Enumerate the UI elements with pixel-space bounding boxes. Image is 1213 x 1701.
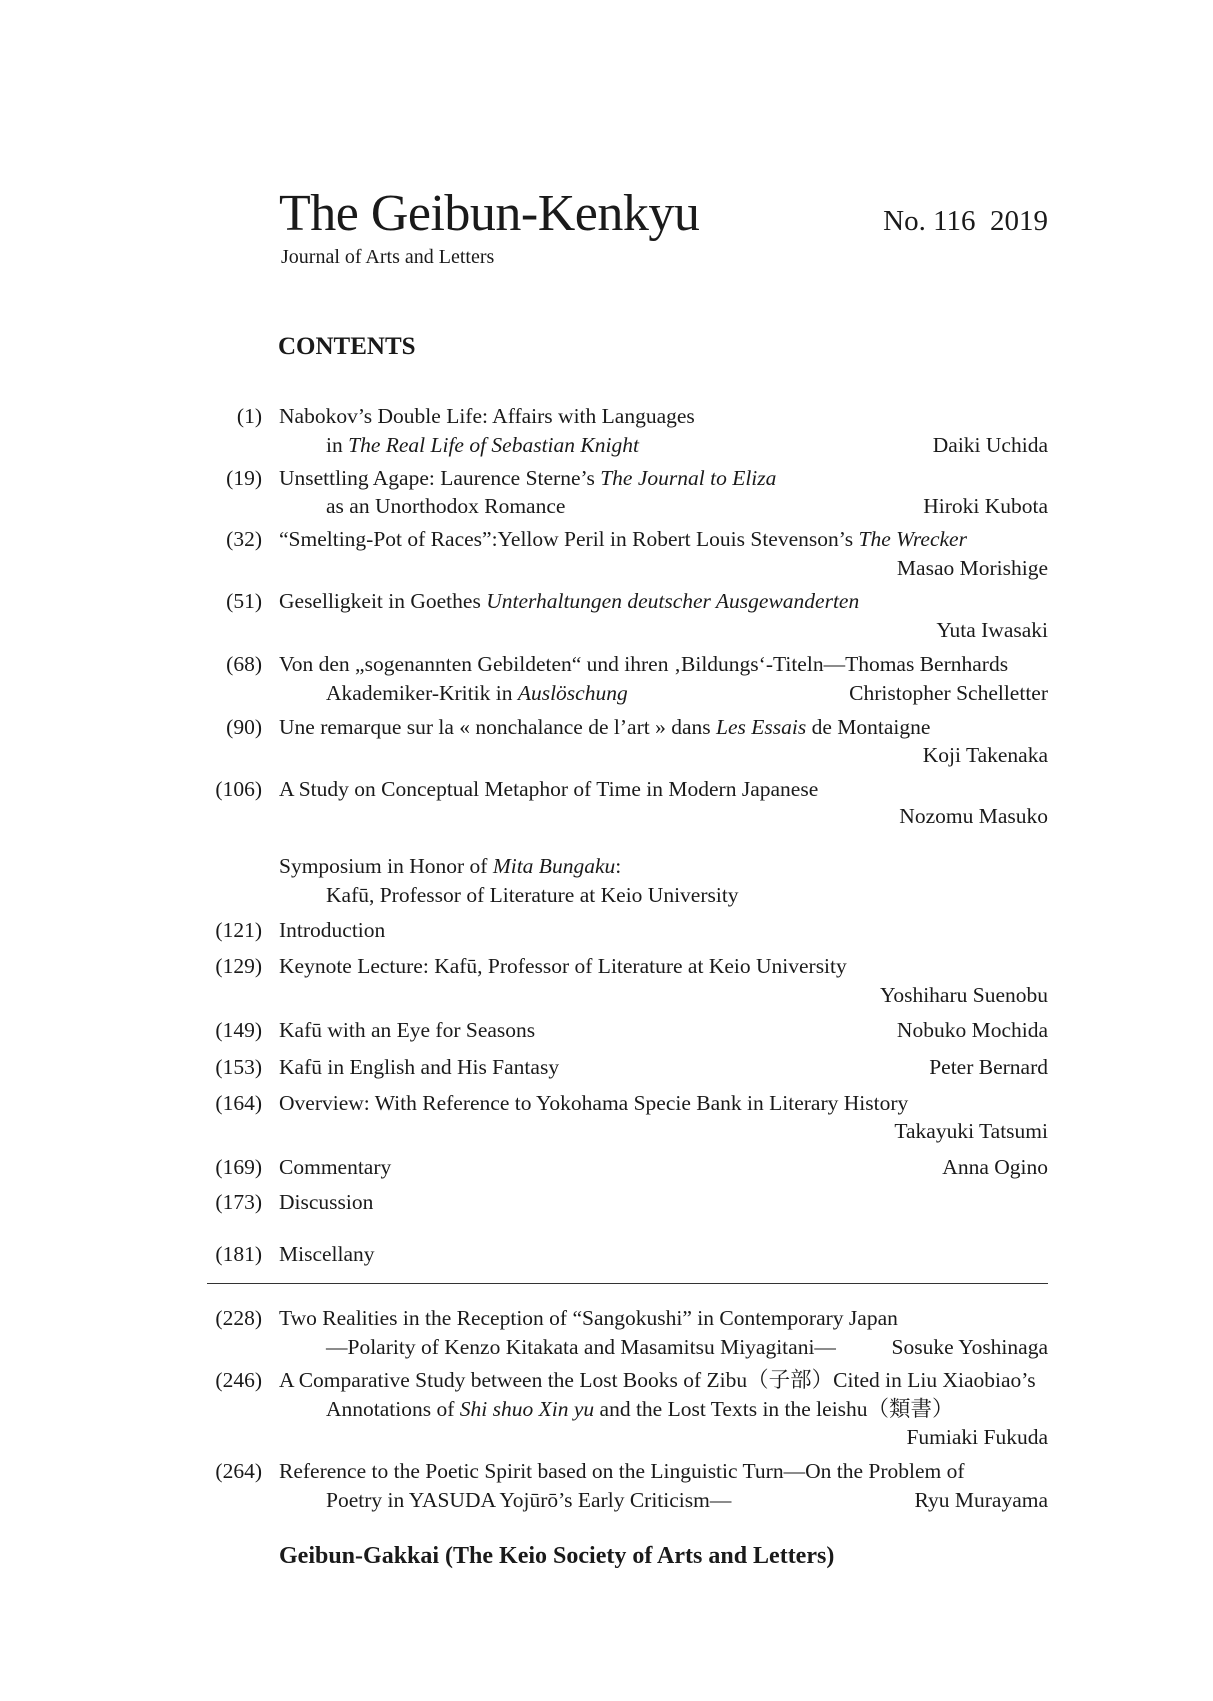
toc-title-text: Commentary [279,1155,392,1179]
toc-title-italic: Auslöschung [517,681,628,705]
toc-title-text: Poetry in YASUDA Yojūrō’s Early Criticism— [326,1488,732,1512]
toc-author: Peter Bernard [929,1055,1048,1079]
toc-title-line [279,464,776,492]
journal-subtitle: Journal of Arts and Letters [281,246,495,268]
toc-title-text: Symposium in Honor of [279,854,493,878]
toc-title-line [326,492,565,520]
toc-page-number: (19) [226,466,262,490]
toc-title-line [326,1333,836,1361]
toc-title-line [279,713,930,741]
toc-author: Anna Ogino [942,1155,1048,1179]
toc-title-text: Annotations of [326,1397,460,1421]
toc-author: Christopher Schelletter [849,681,1048,705]
toc-title-text: Kafū with an Eye for Seasons [279,1018,536,1042]
toc-title-text: A Study on Conceptual Metaphor of Time in Modern Japanese [279,777,819,801]
toc-page-number: (32) [226,527,262,551]
toc-author: Daiki Uchida [932,433,1048,457]
toc-title-text: Akademiker-Kritik in [326,681,518,705]
toc-title-text: Nabokov’s Double Life: Affairs with Languages [279,404,695,428]
toc-title-line [279,1089,908,1117]
toc-title-text: : [615,854,622,878]
toc-page-number: (106) [215,777,262,801]
toc-title-italic: Unterhaltungen deutscher Ausgewanderten [486,589,860,613]
toc-title-text: Discussion [279,1190,374,1214]
toc-page-number: (153) [215,1055,262,1079]
toc-page-number: (51) [226,589,262,613]
toc-author: Takayuki Tatsumi [894,1119,1048,1143]
toc-title-line [326,431,639,459]
toc-title-text: de Montaigne [806,715,931,739]
toc-title-text: Kafū, Professor of Literature at Keio University [326,883,739,907]
toc-title-italic: The Real Life of Sebastian Knight [348,433,639,457]
toc-author: Nozomu Masuko [899,804,1048,828]
toc-title-line [326,1395,954,1423]
issue-number-year: No. 116 2019 [883,205,1048,237]
toc-title-text: Unsettling Agape: Laurence Sterne’s [279,466,601,490]
toc-page-number: (228) [215,1306,262,1330]
toc-title-line [279,1053,559,1081]
toc-title-text: Miscellany [279,1242,375,1266]
toc-page-number: (264) [215,1459,262,1483]
toc-title-text: Von den „sogenannten Gebildeten“ und ihren ‚Bildungs‘-Titeln—Thomas Bernhards [279,652,1009,676]
toc-title-line [279,1304,898,1332]
section-divider [207,1283,1048,1284]
toc-title-line [279,916,385,944]
toc-title-line [279,402,695,430]
toc-title-line [279,1240,375,1268]
toc-title-text: Kafū in English and His Fantasy [279,1055,560,1079]
toc-title-italic: The Wrecker [858,527,967,551]
toc-title-text: Reference to the Poetic Spirit based on the Linguistic Turn—On the Problem of [279,1459,965,1483]
toc-title-line [279,1457,965,1485]
toc-title-line [279,952,847,980]
toc-title-text: and the Lost Texts in the leishu（類書） [594,1397,954,1421]
toc-page-number: (1) [236,404,262,428]
toc-page-number: (164) [215,1091,262,1115]
publisher-footer: Geibun-Gakkai (The Keio Society of Arts and Letters) [279,1543,835,1569]
toc-title-line [279,1188,373,1216]
toc-title-text: Overview: With Reference to Yokohama Specie Bank in Literary History [279,1091,909,1115]
toc-page-number: (246) [215,1368,262,1392]
contents-heading: CONTENTS [278,333,416,360]
toc-title-text: as an Unorthodox Romance [326,494,566,518]
toc-title-line [326,881,739,909]
toc-author: Masao Morishige [896,556,1048,580]
toc-title-text: Two Realities in the Reception of “Sangokushi” in Contemporary Japan [279,1306,898,1330]
toc-title-line [279,1153,391,1181]
toc-title-line [279,1366,1036,1394]
toc-title-line [279,650,1008,678]
toc-title-line [279,852,621,880]
toc-author: Fumiaki Fukuda [906,1425,1048,1449]
toc-title-text: Geselligkeit in Goethes [279,589,487,613]
toc-title-text: “Smelting-Pot of Races”:Yellow Peril in Robert Louis Stevenson’s [279,527,859,551]
toc-title-line [279,525,967,553]
toc-page-number: (173) [215,1190,262,1214]
toc-author: Ryu Murayama [914,1488,1048,1512]
toc-author: Yuta Iwasaki [936,618,1048,642]
toc-author: Sosuke Yoshinaga [891,1335,1048,1359]
toc-page-number: (149) [215,1018,262,1042]
toc-title-text: A Comparative Study between the Lost Books of Zibu（子部）Cited in Liu Xiaobiao’s [279,1368,1036,1392]
toc-title-text: Introduction [279,918,386,942]
toc-author: Nobuko Mochida [896,1018,1048,1042]
toc-title-line [279,587,859,615]
toc-title-text: Keynote Lecture: Kafū, Professor of Literature at Keio University [279,954,847,978]
toc-title-text: Une remarque sur la « nonchalance de l’art » dans [279,715,716,739]
toc-page-number: (121) [215,918,262,942]
toc-title-line [326,1486,731,1514]
toc-title-text: —Polarity of Kenzo Kitakata and Masamitsu Miyagitani— [326,1335,836,1359]
journal-title: The Geibun-Kenkyu [279,185,700,242]
toc-author: Koji Takenaka [922,743,1048,767]
toc-title-italic: Les Essais [715,715,807,739]
toc-author: Yoshiharu Suenobu [879,983,1048,1007]
toc-title-italic: Mita Bungaku [492,854,616,878]
toc-title-italic: Shi shuo Xin yu [459,1397,595,1421]
toc-page-number: (181) [215,1242,262,1266]
toc-title-text: in [326,433,349,457]
toc-page-number: (68) [226,652,262,676]
toc-title-italic: The Journal to Eliza [600,466,777,490]
toc-page-number: (90) [226,715,262,739]
toc-title-line [279,1016,535,1044]
toc-page-number: (169) [215,1155,262,1179]
toc-author: Hiroki Kubota [923,494,1048,518]
toc-title-line [279,775,818,803]
toc-title-line [326,679,628,707]
toc-page-number: (129) [215,954,262,978]
